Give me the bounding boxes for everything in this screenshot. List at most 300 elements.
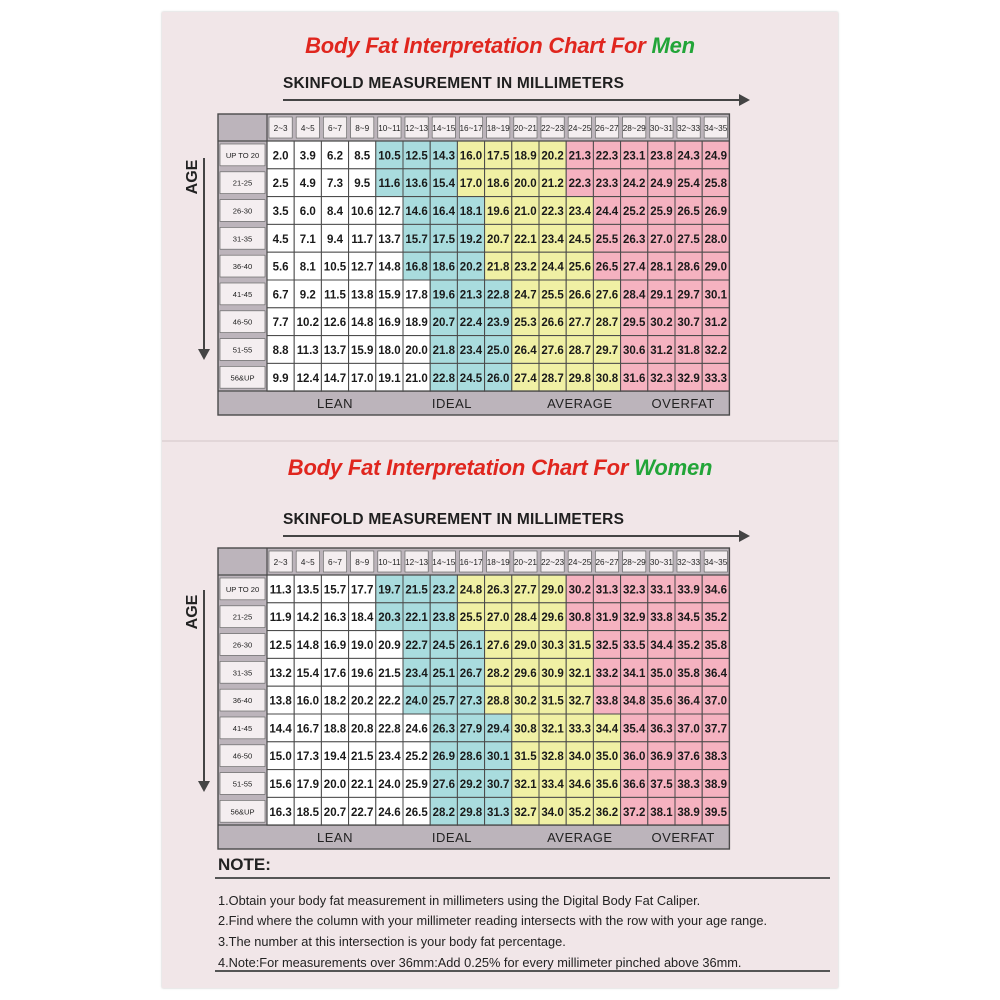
men-row-label: 31-35	[232, 234, 253, 244]
women-cell-value: 33.5	[623, 640, 646, 652]
women-cell-value: 11.9	[269, 612, 292, 625]
men-cell-value: 14.8	[378, 261, 401, 274]
men-title-text: Body Fat Interpretation Chart For	[305, 33, 652, 58]
women-cell-value: 16.9	[323, 640, 347, 652]
women-cell-value: 21.5	[378, 667, 401, 680]
men-cell-value: 20.7	[432, 317, 455, 330]
women-cell-value: 31.9	[595, 612, 619, 625]
women-cell-value: 38.1	[650, 806, 673, 819]
men-cell-value: 22.1	[514, 233, 537, 246]
men-row-label: 56&UP	[230, 373, 255, 383]
women-cell-value: 25.9	[405, 779, 428, 791]
men-cell-value: 31.6	[623, 372, 646, 385]
women-cell-value: 30.2	[514, 695, 537, 708]
men-cell-value: 20.0	[514, 178, 537, 191]
men-cell-value: 21.0	[405, 372, 428, 385]
men-cell-value: 11.6	[378, 178, 401, 191]
women-column-header: 30~31	[649, 558, 673, 567]
women-cell-value: 35.2	[704, 612, 727, 625]
women-column-header: 24~25	[568, 558, 592, 567]
men-cell-value: 29.5	[623, 317, 646, 330]
men-cell-value: 24.5	[459, 372, 483, 385]
men-cell-value: 12.4	[296, 372, 319, 385]
men-cell-value: 23.9	[487, 317, 510, 330]
women-cell-value: 36.4	[704, 667, 727, 680]
men-cell-value: 32.3	[650, 372, 673, 385]
women-cell-value: 35.0	[650, 667, 673, 680]
men-cell-value: 13.7	[378, 233, 401, 246]
men-cell-value: 9.9	[272, 372, 289, 385]
women-cell-value: 24.8	[459, 584, 483, 597]
men-cell-value: 25.2	[623, 206, 646, 218]
women-row-label: 41-45	[232, 723, 253, 733]
women-cell-value: 19.0	[351, 640, 374, 652]
women-column-header: 4~5	[300, 558, 315, 567]
women-cell-value: 27.6	[487, 640, 510, 652]
men-cell-value: 10.5	[378, 150, 401, 163]
men-cell-value: 26.9	[704, 206, 727, 218]
women-cell-value: 33.8	[650, 612, 673, 625]
men-cell-value: 8.1	[299, 261, 316, 274]
women-cell-value: 13.5	[296, 584, 319, 597]
men-cell-value: 21.0	[514, 206, 537, 218]
men-cell-value: 28.4	[623, 289, 646, 302]
men-cell-value: 30.2	[650, 317, 673, 330]
men-column-header: 34~35	[704, 124, 728, 133]
men-cell-value: 13.6	[405, 178, 428, 191]
men-cell-value: 15.9	[378, 289, 401, 302]
women-cell-value: 35.2	[568, 806, 591, 819]
women-cell-value: 24.5	[432, 640, 455, 652]
women-cell-value: 39.5	[704, 806, 727, 819]
women-cell-value: 32.1	[541, 723, 564, 736]
women-cell-value: 38.3	[704, 751, 727, 764]
women-cell-value: 25.7	[432, 695, 455, 708]
women-cell-value: 38.3	[677, 779, 700, 791]
men-cell-value: 17.0	[351, 372, 374, 385]
men-cell-value: 20.2	[459, 261, 483, 274]
women-cell-value: 24.6	[405, 723, 428, 736]
men-cell-value: 31.8	[677, 345, 700, 357]
women-cell-value: 19.4	[323, 751, 347, 764]
women-cell-value: 25.5	[459, 612, 483, 625]
women-cell-value: 24.6	[378, 806, 401, 819]
women-column-header: 16~17	[459, 558, 483, 567]
women-cell-value: 26.1	[459, 640, 483, 652]
women-cell-value: 35.2	[677, 640, 700, 652]
women-cell-value: 26.5	[405, 806, 428, 819]
women-cell-value: 35.8	[677, 667, 700, 680]
men-cell-value: 18.9	[514, 150, 537, 163]
men-cell-value: 28.0	[704, 233, 727, 246]
women-cell-value: 34.8	[623, 695, 646, 708]
women-cell-value: 20.9	[378, 640, 401, 652]
women-cell-value: 31.3	[595, 584, 619, 597]
men-cell-value: 25.3	[514, 317, 537, 330]
women-row-label: 46-50	[232, 751, 253, 761]
men-cell-value: 26.0	[487, 372, 510, 385]
men-cell-value: 28.7	[541, 372, 564, 385]
men-column-header: 8~9	[355, 124, 370, 133]
men-cell-value: 23.1	[623, 150, 646, 163]
women-cell-value: 27.3	[459, 695, 483, 708]
women-cell-value: 38.9	[704, 779, 727, 791]
men-cell-value: 28.7	[568, 345, 591, 357]
men-cell-value: 29.0	[704, 261, 727, 274]
women-cell-value: 15.0	[269, 751, 292, 764]
men-row-label: 26-30	[232, 206, 253, 216]
men-cell-value: 3.5	[272, 206, 289, 218]
women-cell-value: 30.2	[568, 584, 591, 597]
men-cell-value: 33.3	[704, 372, 727, 385]
men-cell-value: 11.7	[351, 233, 374, 246]
men-column-header: 2~3	[273, 124, 288, 133]
men-cell-value: 6.7	[272, 289, 289, 302]
men-cell-value: 15.9	[351, 345, 374, 357]
men-category-label: AVERAGE	[547, 396, 613, 411]
men-row-label: 36-40	[232, 262, 253, 272]
men-cell-value: 6.2	[327, 150, 343, 163]
men-cell-value: 12.5	[405, 150, 428, 163]
women-cell-value: 13.2	[269, 667, 292, 680]
men-cell-value: 18.0	[378, 345, 401, 357]
men-cell-value: 2.5	[272, 178, 289, 191]
men-cell-value: 13.7	[323, 345, 347, 357]
men-cell-value: 24.2	[623, 178, 646, 191]
women-category-label: IDEAL	[431, 830, 472, 845]
note-heading: NOTE:	[218, 855, 271, 874]
men-cell-value: 24.9	[704, 150, 727, 163]
men-cell-value: 20.7	[487, 233, 510, 246]
women-cell-value: 21.5	[405, 584, 428, 597]
men-cell-value: 12.6	[323, 317, 347, 330]
men-column-header: 14~15	[432, 124, 456, 133]
women-cell-value: 14.8	[296, 640, 319, 652]
men-cell-value: 15.7	[405, 233, 428, 246]
men-cell-value: 15.4	[432, 178, 455, 191]
note-rule-bottom	[215, 970, 830, 972]
men-cell-value: 25.6	[568, 261, 591, 274]
men-cell-value: 16.0	[459, 150, 483, 163]
women-cell-value: 37.2	[623, 806, 646, 819]
men-cell-value: 27.7	[568, 317, 591, 330]
men-cell-value: 29.7	[677, 289, 700, 302]
men-cell-value: 14.8	[351, 317, 374, 330]
men-column-header: 30~31	[649, 124, 673, 133]
women-cell-value: 32.3	[623, 584, 646, 597]
men-cell-value: 27.6	[595, 289, 619, 302]
women-cell-value: 25.1	[432, 667, 455, 680]
men-cell-value: 19.6	[432, 289, 455, 302]
women-cell-value: 18.5	[296, 806, 319, 819]
men-cell-value: 26.6	[541, 317, 564, 330]
women-cell-value: 35.4	[623, 723, 646, 736]
women-cell-value: 18.4	[351, 612, 374, 625]
men-row-label: 46-50	[232, 317, 253, 327]
women-cell-value: 35.8	[704, 640, 727, 652]
men-row-label: 21-25	[232, 178, 253, 188]
women-cell-value: 29.8	[459, 806, 483, 819]
women-cell-value: 22.2	[378, 695, 401, 708]
men-cell-value: 23.3	[595, 178, 619, 191]
women-cell-value: 26.7	[459, 667, 483, 680]
women-cell-value: 35.6	[595, 779, 619, 791]
men-cell-value: 31.2	[704, 317, 727, 330]
women-column-header: 32~33	[677, 558, 701, 567]
women-column-header: 28~29	[622, 558, 646, 567]
women-cell-value: 18.2	[323, 695, 347, 708]
men-cell-value: 4.5	[272, 233, 289, 246]
women-cell-value: 36.2	[595, 806, 619, 819]
women-column-header: 22~23	[541, 558, 565, 567]
note-item-1: 1.Obtain your body fat measurement in millimeters using the Digital Body Fat Caliper.	[218, 893, 701, 908]
women-cell-value: 37.6	[677, 751, 700, 764]
women-row-label: 26-30	[232, 640, 253, 650]
men-cell-value: 18.6	[432, 261, 455, 274]
men-cell-value: 16.4	[432, 206, 455, 218]
men-cell-value: 8.4	[327, 206, 343, 218]
men-cell-value: 29.7	[595, 345, 619, 357]
women-cell-value: 19.6	[351, 667, 374, 680]
men-cell-value: 24.3	[677, 150, 700, 163]
women-cell-value: 20.3	[378, 612, 401, 625]
men-cell-value: 16.9	[378, 317, 401, 330]
men-column-header: 26~27	[595, 124, 619, 133]
men-cell-value: 26.5	[677, 206, 700, 218]
men-cell-value: 19.2	[459, 233, 483, 246]
women-cell-value: 30.7	[487, 779, 510, 791]
women-cell-value: 36.0	[623, 751, 646, 764]
women-cell-value: 30.9	[541, 667, 564, 680]
men-cell-value: 22.3	[595, 150, 619, 163]
men-cell-value: 27.4	[623, 261, 646, 274]
men-cell-value: 17.5	[432, 233, 455, 246]
women-title-accent: Women	[634, 455, 713, 480]
men-y-axis-label: AGE	[184, 159, 201, 195]
women-column-header: 10~11	[378, 558, 401, 567]
women-cell-value: 38.9	[677, 806, 700, 819]
women-column-header: 14~15	[432, 558, 456, 567]
women-cell-value: 34.1	[623, 667, 646, 680]
men-cell-value: 27.4	[514, 372, 537, 385]
women-cell-value: 17.7	[351, 584, 374, 597]
women-cell-value: 30.8	[514, 723, 537, 736]
women-cell-value: 21.5	[351, 751, 374, 764]
note-item-2: 2.Find where the column with your millimeter reading intersects with the row with your age range.	[218, 913, 768, 928]
women-column-header: 26~27	[595, 558, 619, 567]
note-item-4: 4.Note:For measurements over 36mm:Add 0.25% for every millimeter pinched above 36mm.	[218, 955, 742, 970]
women-cell-value: 23.4	[405, 667, 428, 680]
women-cell-value: 28.4	[514, 612, 537, 625]
women-cell-value: 31.5	[541, 695, 564, 708]
women-cell-value: 27.0	[487, 612, 510, 625]
women-cell-value: 36.4	[677, 695, 700, 708]
women-cell-value: 32.5	[595, 640, 619, 652]
men-cell-value: 25.0	[487, 345, 510, 357]
men-cell-value: 23.4	[541, 233, 564, 246]
women-cell-value: 14.4	[269, 723, 292, 736]
men-cell-value: 27.5	[677, 233, 700, 246]
men-cell-value: 26.4	[514, 345, 537, 357]
men-cell-value: 13.8	[351, 289, 374, 302]
women-cell-value: 18.8	[323, 723, 347, 736]
women-column-header: 8~9	[355, 558, 370, 567]
women-cell-value: 29.0	[541, 584, 564, 597]
women-cell-value: 20.0	[323, 779, 347, 791]
men-cell-value: 27.6	[541, 345, 564, 357]
women-cell-value: 22.8	[378, 723, 401, 736]
men-cell-value: 23.8	[650, 150, 673, 163]
women-cell-value: 29.6	[541, 612, 564, 625]
women-cell-value: 23.8	[432, 612, 455, 625]
men-cell-value: 18.9	[405, 317, 428, 330]
men-cell-value: 21.8	[432, 345, 455, 357]
men-cell-value: 11.5	[324, 289, 346, 302]
women-cell-value: 27.6	[432, 779, 455, 791]
women-cell-value: 34.0	[541, 806, 564, 819]
men-cell-value: 25.5	[541, 289, 564, 302]
men-cell-value: 7.1	[299, 233, 316, 246]
women-cell-value: 15.7	[323, 584, 347, 597]
men-cell-value: 30.1	[704, 289, 727, 302]
women-cell-value: 34.5	[677, 612, 700, 625]
men-cell-value: 29.1	[650, 289, 673, 302]
women-cell-value: 12.5	[269, 640, 292, 652]
women-cell-value: 35.6	[650, 695, 673, 708]
men-cell-value: 18.1	[459, 206, 483, 218]
men-cell-value: 30.7	[677, 317, 700, 330]
women-cell-value: 31.5	[568, 640, 591, 652]
women-cell-value: 33.2	[595, 667, 619, 680]
women-cell-value: 37.0	[677, 723, 700, 736]
women-cell-value: 36.9	[650, 751, 673, 764]
women-y-axis-label: AGE	[184, 594, 201, 630]
men-column-header: 18~19	[486, 124, 510, 133]
men-cell-value: 17.8	[405, 289, 428, 302]
women-cell-value: 30.8	[568, 612, 591, 625]
men-category-label: OVERFAT	[651, 396, 715, 411]
men-row-label: 51-55	[232, 345, 253, 355]
women-cell-value: 34.6	[704, 584, 727, 597]
men-cell-value: 30.6	[623, 345, 646, 357]
women-cell-value: 24.0	[378, 779, 401, 791]
men-cell-value: 6.0	[299, 206, 316, 218]
men-cell-value: 20.2	[541, 150, 564, 163]
women-cell-value: 17.9	[296, 779, 319, 791]
women-row-label: 31-35	[232, 668, 253, 678]
men-cell-value: 7.7	[272, 317, 289, 330]
women-cell-value: 36.3	[650, 723, 673, 736]
men-cell-value: 4.9	[299, 178, 316, 191]
women-cell-value: 32.1	[568, 667, 591, 680]
women-cell-value: 27.7	[514, 584, 537, 597]
women-cell-value: 35.0	[595, 751, 619, 764]
women-cell-value: 16.0	[296, 695, 319, 708]
men-cell-value: 9.4	[327, 233, 343, 246]
women-column-header: 6~7	[328, 558, 342, 567]
men-cell-value: 24.5	[568, 233, 591, 246]
women-cell-value: 32.9	[623, 612, 646, 625]
women-cell-value: 15.6	[269, 779, 292, 791]
note-item-3: 3.The number at this intersection is your body fat percentage.	[218, 934, 566, 949]
men-column-header: 12~13	[405, 124, 429, 133]
men-cell-value: 7.3	[327, 178, 343, 191]
women-cell-value: 20.2	[351, 695, 374, 708]
women-cell-value: 16.3	[323, 612, 347, 625]
women-cell-value: 27.9	[459, 723, 483, 736]
men-cell-value: 25.8	[704, 178, 727, 191]
women-cell-value: 23.2	[432, 584, 455, 597]
men-cell-value: 12.7	[351, 261, 374, 274]
women-column-header: 20~21	[513, 558, 537, 567]
men-cell-value: 31.2	[650, 345, 673, 357]
men-cell-value: 2.0	[272, 150, 289, 163]
men-cell-value: 22.8	[432, 372, 455, 385]
men-cell-value: 28.1	[650, 261, 673, 274]
men-cell-value: 17.0	[459, 178, 483, 191]
men-cell-value: 23.4	[568, 206, 591, 218]
men-x-axis-label: SKINFOLD MEASUREMENT IN MILLIMETERS	[283, 75, 625, 92]
women-category-label: OVERFAT	[651, 830, 715, 845]
men-column-header: 20~21	[513, 124, 537, 133]
women-cell-value: 32.7	[568, 695, 591, 708]
women-cell-value: 26.9	[432, 751, 455, 764]
men-cell-value: 26.6	[568, 289, 591, 302]
women-cell-value: 26.3	[487, 584, 510, 597]
women-row-label: 56&UP	[230, 807, 255, 817]
men-cell-value: 5.6	[272, 261, 289, 274]
women-cell-value: 34.4	[595, 723, 619, 736]
men-cell-value: 21.3	[568, 150, 591, 163]
women-cell-value: 28.8	[487, 695, 510, 708]
men-cell-value: 10.6	[351, 206, 374, 218]
men-cell-value: 12.7	[378, 206, 401, 218]
men-cell-value: 28.6	[677, 261, 700, 274]
women-cell-value: 32.8	[541, 751, 564, 764]
women-cell-value: 33.3	[568, 723, 591, 736]
men-cell-value: 11.3	[296, 345, 319, 357]
men-cell-value: 14.3	[432, 150, 455, 163]
women-cell-value: 30.1	[487, 751, 510, 764]
women-cell-value: 37.7	[704, 723, 727, 736]
women-cell-value: 26.3	[432, 723, 455, 736]
women-category-label: AVERAGE	[547, 830, 613, 845]
women-cell-value: 37.5	[650, 779, 673, 791]
women-row-label: 36-40	[232, 696, 253, 706]
men-cell-value: 25.4	[677, 178, 700, 191]
men-cell-value: 8.5	[354, 150, 371, 163]
men-cell-value: 30.8	[595, 372, 619, 385]
women-category-label: LEAN	[317, 830, 353, 845]
men-cell-value: 24.7	[514, 289, 537, 302]
women-cell-value: 33.4	[541, 779, 564, 791]
men-column-header: 6~7	[328, 124, 342, 133]
men-cell-value: 9.5	[354, 178, 371, 191]
women-cell-value: 33.8	[595, 695, 619, 708]
women-cell-value: 29.4	[487, 723, 510, 736]
men-cell-value: 26.5	[595, 261, 619, 274]
women-cell-value: 22.7	[405, 640, 428, 652]
men-cell-value: 22.3	[568, 178, 591, 191]
men-cell-value: 21.3	[459, 289, 483, 302]
men-cell-value: 14.7	[323, 372, 347, 385]
women-cell-value: 34.6	[568, 779, 591, 791]
women-column-header: 12~13	[405, 558, 429, 567]
men-cell-value: 3.9	[299, 150, 316, 163]
women-cell-value: 32.7	[514, 806, 537, 819]
women-column-header: 18~19	[486, 558, 510, 567]
women-cell-value: 19.7	[378, 584, 401, 597]
